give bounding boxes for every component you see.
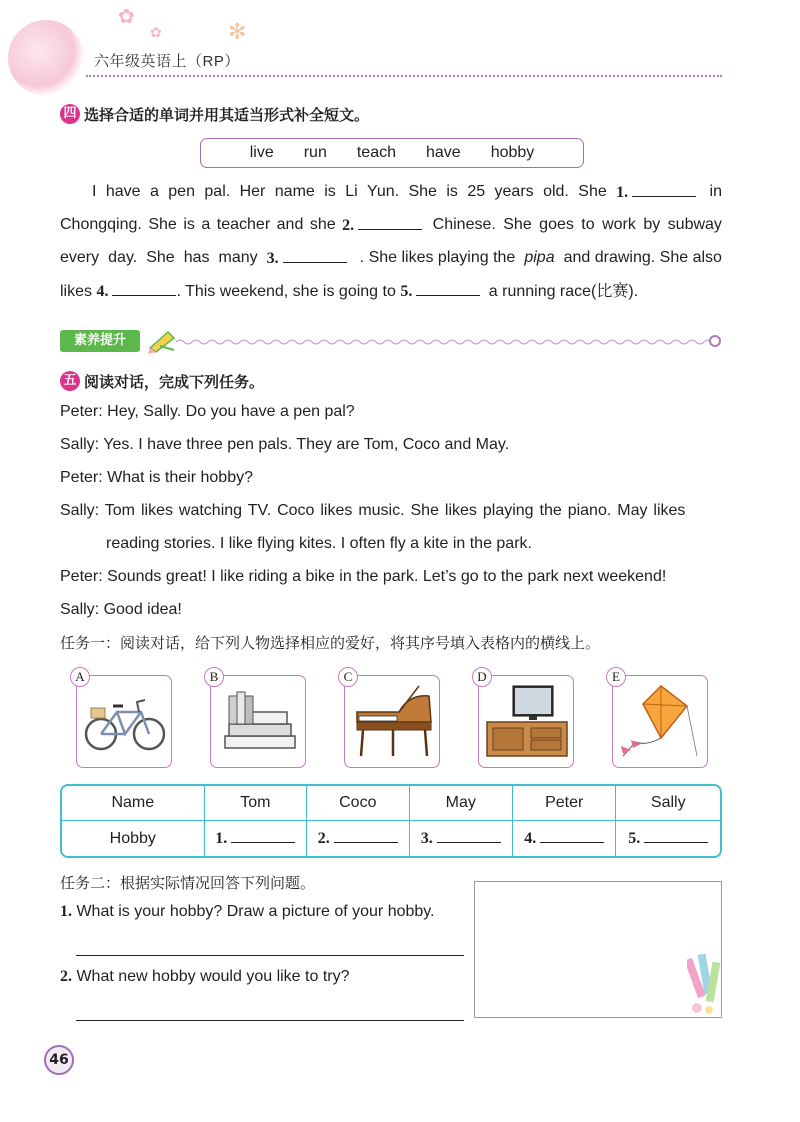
blank-number: 1.: [616, 184, 629, 201]
passage-text: a running race(比赛).: [488, 283, 639, 300]
piano-icon: [349, 682, 437, 762]
word: is: [446, 183, 458, 200]
fill-blank[interactable]: [112, 280, 176, 296]
drawing-box[interactable]: [474, 881, 722, 1018]
table-blank-cell[interactable]: [307, 821, 409, 856]
passage-line-1-words: [92, 181, 722, 204]
blank-number: 5.: [400, 283, 413, 300]
literacy-banner-label: 素养提升: [60, 330, 140, 352]
blank-number: 3.: [266, 250, 279, 267]
dialogue-line: Sally: Yes. I have three pen pals. They are Tom, Coco and May.: [60, 436, 510, 453]
table-header-cell: Tom: [205, 786, 307, 821]
table-header-cell: May: [410, 786, 513, 821]
question-number: 1.: [60, 903, 72, 920]
question-text: What new hobby would you like to try?: [76, 968, 350, 985]
header-title: 六年级英语上（RP）: [94, 53, 240, 70]
question-2: [60, 968, 349, 986]
blank-5: [400, 283, 484, 300]
blank-number: 3.: [420, 830, 433, 847]
word: pen: [168, 183, 195, 200]
word: She: [408, 183, 437, 200]
task-one-instruction: 任务一：阅读对话，给下列人物选择相应的爱好，将其序号填入表格内的横线上。: [60, 636, 601, 652]
blank-4: [96, 283, 176, 300]
passage-line-1: [92, 181, 722, 204]
tv-icon: [483, 682, 571, 762]
word: and: [276, 216, 304, 233]
word: years: [494, 183, 534, 200]
word-bank-item: live: [249, 144, 274, 161]
table-header-cell: Peter: [513, 786, 616, 821]
dialogue-line: reading stories. I like flying kites. I often fly a kite in the park.: [106, 535, 532, 552]
table-blank-cell[interactable]: [205, 821, 307, 856]
card-letter: D: [472, 667, 492, 687]
picture-card-d: [478, 675, 574, 768]
passage-line-3-words: [60, 247, 722, 270]
table-row-label: Hobby: [62, 821, 205, 856]
passage-line-2: [60, 214, 722, 237]
header-divider: [86, 75, 722, 77]
table-row: [62, 821, 720, 856]
petal-icon: ✿: [118, 4, 135, 28]
table-blank-cell[interactable]: [616, 821, 720, 856]
card-letter: B: [204, 667, 224, 687]
bicycle-icon: [81, 682, 169, 762]
dialogue-line: Peter: Hey, Sally. Do you have a pen pal?: [60, 403, 355, 420]
card-letter: A: [70, 667, 90, 687]
fill-blank[interactable]: [283, 247, 347, 263]
blank-number: 2.: [342, 217, 355, 234]
dialogue-line: Sally: Good idea!: [60, 601, 182, 618]
section-badge: 五: [60, 371, 80, 391]
word: is: [324, 183, 336, 200]
word: have: [105, 183, 141, 200]
word: Yun.: [367, 183, 400, 200]
kite-icon: [617, 682, 705, 762]
word-bank-item: hobby: [490, 144, 535, 161]
picture-card-c: [344, 675, 440, 768]
word-bank-item: run: [303, 144, 327, 161]
fill-blank[interactable]: [632, 181, 696, 197]
word: Li: [345, 183, 358, 200]
passage-text: Chinese. She goes to work by subway: [432, 216, 722, 233]
word: is: [183, 216, 195, 233]
passage-text: . She likes playing the: [359, 249, 516, 266]
passage-text: . This weekend, she is going to: [176, 283, 396, 300]
word-bank: [200, 138, 584, 168]
passage-line-4: [60, 280, 722, 303]
table-header-row: [62, 786, 720, 821]
word: day.: [108, 249, 138, 266]
word: Her: [239, 183, 266, 200]
blank-number: 5.: [628, 830, 641, 847]
table-header-cell: Sally: [616, 786, 720, 821]
pencil-icon: [146, 328, 178, 354]
fill-blank[interactable]: [358, 214, 422, 230]
fill-blank[interactable]: [416, 280, 480, 296]
table-blank-cell[interactable]: [410, 821, 513, 856]
dialogue-line: Peter: What is their hobby?: [60, 469, 253, 486]
fill-blank[interactable]: [437, 829, 501, 843]
hobby-table: [60, 784, 722, 858]
dialogue-line: Sally: Tom likes watching TV. Coco likes music. She likes playing the piano. May likes: [60, 502, 686, 519]
word: She: [148, 216, 177, 233]
word: teacher: [216, 216, 271, 233]
card-letter: E: [606, 667, 626, 687]
blank-2: [342, 214, 426, 237]
word: likes: [60, 283, 93, 300]
header-blossom-decoration: [8, 20, 84, 96]
picture-card-e: [612, 675, 708, 768]
blank-number: 4.: [524, 830, 537, 847]
card-letter: C: [338, 667, 358, 687]
question-text: What is your hobby? Draw a picture of your hobby.: [76, 903, 435, 920]
word-bank-item: have: [425, 144, 461, 161]
table-blank-cell[interactable]: [513, 821, 616, 856]
petal-icon: ✿: [150, 25, 162, 41]
blank-3: [267, 247, 351, 270]
fill-blank[interactable]: [540, 829, 604, 843]
banner-wave-line: [176, 338, 710, 346]
flower-icon: ✻: [228, 20, 247, 45]
word: I: [92, 183, 97, 200]
dialogue-line: Peter: Sounds great! I like riding a bike in the park. Let’s go to the park next weekend!: [60, 568, 667, 585]
fill-blank[interactable]: [644, 829, 708, 843]
section-title: 选择合适的单词并用其适当形式补全短文。: [84, 106, 370, 124]
word: She: [146, 249, 175, 266]
picture-card-b: [210, 675, 306, 768]
question-number: 2.: [60, 968, 72, 985]
word: many: [218, 249, 258, 266]
passage-line-3: [60, 247, 722, 270]
word: She: [578, 183, 607, 200]
table-header-cell: Name: [62, 786, 205, 821]
fill-blank[interactable]: [334, 829, 398, 843]
banner-end-circle: [709, 335, 721, 347]
word: every: [60, 249, 100, 266]
answer-line-2[interactable]: [76, 1020, 464, 1021]
task-two-instruction: 任务二：根据实际情况回答下列问题。: [60, 876, 316, 892]
word: pal.: [204, 183, 231, 200]
picture-card-a: [76, 675, 172, 768]
italic-word: pipa: [524, 249, 555, 266]
word: Chongqing.: [60, 216, 142, 233]
blank-number: 4.: [96, 283, 109, 300]
word: 25: [467, 183, 486, 200]
passage-line-2-words: [60, 214, 722, 237]
word: a: [149, 183, 159, 200]
blank-number: 2.: [317, 830, 330, 847]
crayons-icon: [687, 948, 721, 1016]
question-1: [60, 903, 435, 921]
page-number: 46: [44, 1045, 74, 1075]
blank-1: [616, 181, 700, 204]
word: old.: [543, 183, 569, 200]
section-title: 阅读对话，完成下列任务。: [84, 373, 265, 391]
section-badge: 四: [60, 104, 80, 124]
word: she: [309, 216, 336, 233]
answer-line-1[interactable]: [76, 955, 464, 956]
table-header-cell: Coco: [307, 786, 409, 821]
word-bank-item: teach: [356, 144, 396, 161]
passage-text: and drawing. She also: [563, 249, 722, 266]
word: in: [709, 183, 722, 200]
fill-blank[interactable]: [231, 829, 295, 843]
word: has: [183, 249, 210, 266]
word: name: [274, 183, 315, 200]
word: a: [201, 216, 211, 233]
blank-number: 1.: [215, 830, 228, 847]
books-icon: [215, 682, 303, 762]
